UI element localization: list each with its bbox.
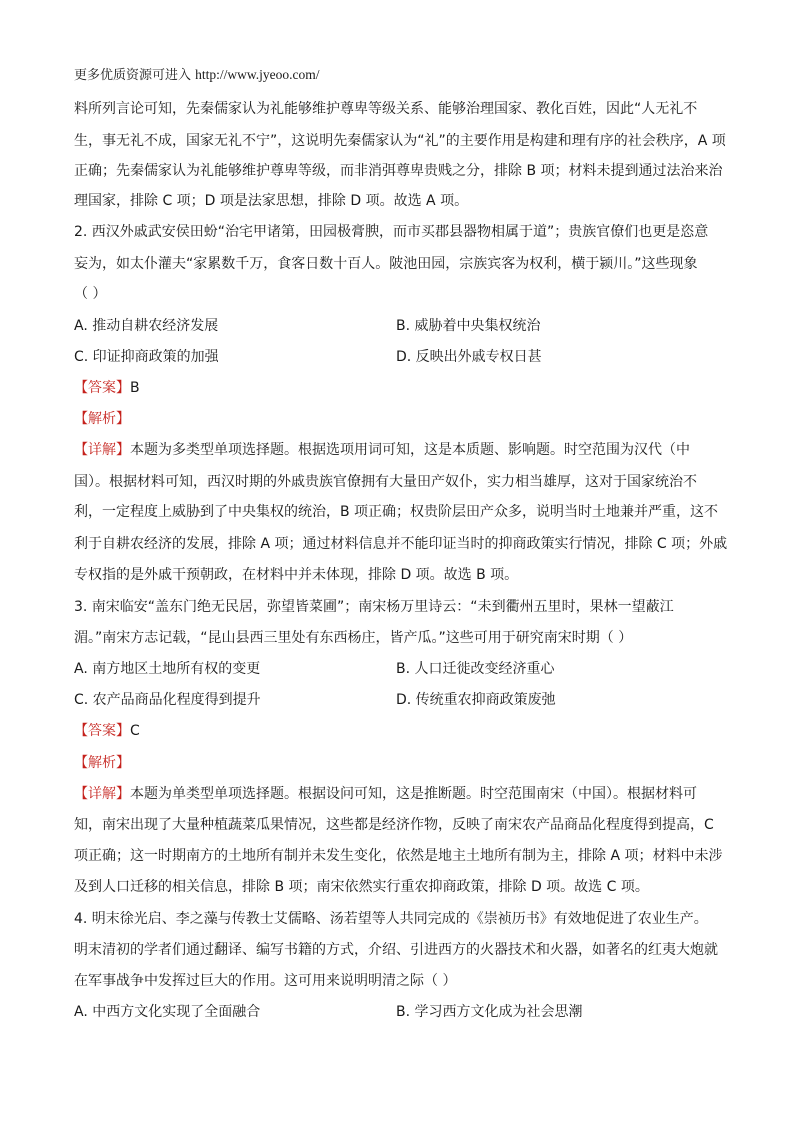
detail-text: 本题为多类型单项选择题。根据选项用词可知，这是本质题、影响题。时空范围为汉代（中: [130, 442, 690, 458]
detail-label: 【详解】: [74, 442, 130, 458]
q2-stem-line: 2. 西汉外戚武安侯田蚡“治宅甲诸第，田园极膏腴，而市买郡县器物相属于道”；贵族官僚们也更是恣意: [74, 224, 709, 240]
q2-option-c: C. 印证抑商政策的加强: [74, 349, 219, 365]
q2-option-a: A. 推动自耕农经济发展: [74, 318, 219, 334]
q3-stem-line: 湄。”南宋方志记载，“昆山县西三里处有东西杨庄，皆产瓜。”这些可用于研究南宋时期（ ）: [74, 630, 633, 646]
q3-option-c: C. 农产品商品化程度得到提升: [74, 692, 261, 708]
answer-value: B: [130, 380, 140, 396]
q3-detail-line: 项正确；这一时期南方的土地所有制并未发生变化，依然是地主土地所有制为主，排除 A 项；材料中未涉: [74, 848, 723, 864]
q3-stem-line: 3. 南宋临安“盖东门绝无民居，弥望皆菜圃”；南宋杨万里诗云：“未到衢州五里时，果林一望蔽江: [74, 599, 674, 615]
q1-analysis-line: 理国家，排除 C 项；D 项是法家思想，排除 D 项。故选 A 项。: [74, 193, 469, 209]
q4-stem-line: 4. 明末徐光启、李之藻与传教士艾儒略、汤若望等人共同完成的《崇祯历书》有效地促进了农业生产。: [74, 911, 708, 927]
q4-option-a: A. 中西方文化实现了全面融合: [74, 1004, 261, 1020]
q2-detail-line: 利，一定程度上威胁到了中央集权的统治，B 项正确；权贵阶层田产众多，说明当时土地兼并严重，这不: [74, 504, 719, 520]
q3-option-a: A. 南方地区土地所有权的变更: [74, 661, 261, 677]
q1-analysis-line: 料所列言论可知，先秦儒家认为礼能够维护尊卑等级关系、能够治理国家、教化百姓，因此“人无礼不: [74, 101, 698, 117]
q2-option-b: B. 威胁着中央集权统治: [396, 318, 541, 334]
q2-analysis-heading: [74, 409, 130, 429]
q1-analysis-line: 正确；先秦儒家认为礼能够维护尊卑等级，而非消弭尊卑贵贱之分，排除 B 项；材料未提到通过法治来治: [74, 163, 723, 179]
q3-analysis-heading: [74, 753, 130, 773]
q2-detail-line: 利于自耕农经济的发展，排除 A 项；通过材料信息并不能印证当时的抑商政策实行情况，排除 C 项；外戚: [74, 536, 728, 552]
analysis-label: 【解析】: [74, 411, 130, 427]
q1-analysis-line: 生，事无礼不成，国家无礼不宁”，这说明先秦儒家认为“礼”的主要作用是构建和理有序的社会秩序，A 项: [74, 133, 726, 149]
q3-option-d: D. 传统重农抑商政策废弛: [396, 692, 556, 708]
q2-answer: [74, 378, 140, 398]
q4-stem-line: 明末清初的学者们通过翻译、编写书籍的方式，介绍、引进西方的火器技术和火器，如著名的红夷大炮就: [74, 942, 718, 958]
q2-stem-line: 妄为，如太仆灌夫“家累数千万，食客日数十百人。陂池田园，宗族宾客为权利，横于颍川。”这些现象: [74, 256, 698, 272]
q3-option-b: B. 人口迁徙改变经济重心: [396, 661, 555, 677]
q2-option-d: D. 反映出外戚专权日甚: [396, 349, 542, 365]
answer-label: 【答案】: [74, 723, 130, 739]
answer-value: C: [130, 723, 140, 739]
detail-label: 【详解】: [74, 786, 130, 802]
q2-stem-line: （ ）: [74, 286, 107, 302]
q3-answer: [74, 721, 140, 741]
q3-detail-line: [74, 784, 697, 804]
q2-detail-line: [74, 440, 690, 460]
detail-text: 本题为单类型单项选择题。根据设问可知，这是推断题。时空范围南宋（中国）。根据材料可: [130, 786, 697, 802]
q4-option-b: B. 学习西方文化成为社会思潮: [396, 1004, 583, 1020]
analysis-label: 【解析】: [74, 755, 130, 771]
answer-label: 【答案】: [74, 380, 130, 396]
page-header: [74, 66, 320, 85]
q3-detail-line: 及到人口迁移的相关信息，排除 B 项；南宋依然实行重农抑商政策，排除 D 项。故选 C 项。: [74, 879, 649, 895]
q2-detail-line: 专权指的是外戚干预朝政，在材料中并未体现，排除 D 项。故选 B 项。: [74, 567, 519, 583]
q3-detail-line: 知，南宋出现了大量种植蔬菜瓜果情况，这些都是经济作物，反映了南宋农产品商品化程度得到提高，C: [74, 817, 714, 833]
q2-detail-line: 国）。根据材料可知，西汉时期的外戚贵族官僚拥有大量田产奴仆，实力相当雄厚，这对于国家统治不: [74, 474, 697, 490]
header-url[interactable]: http://www.jyeoo.com/: [195, 67, 320, 82]
header-prefix: 更多优质资源可进入: [74, 68, 192, 83]
q4-stem-line: 在军事战争中发挥过巨大的作用。这可用来说明明清之际（ ）: [74, 973, 457, 989]
